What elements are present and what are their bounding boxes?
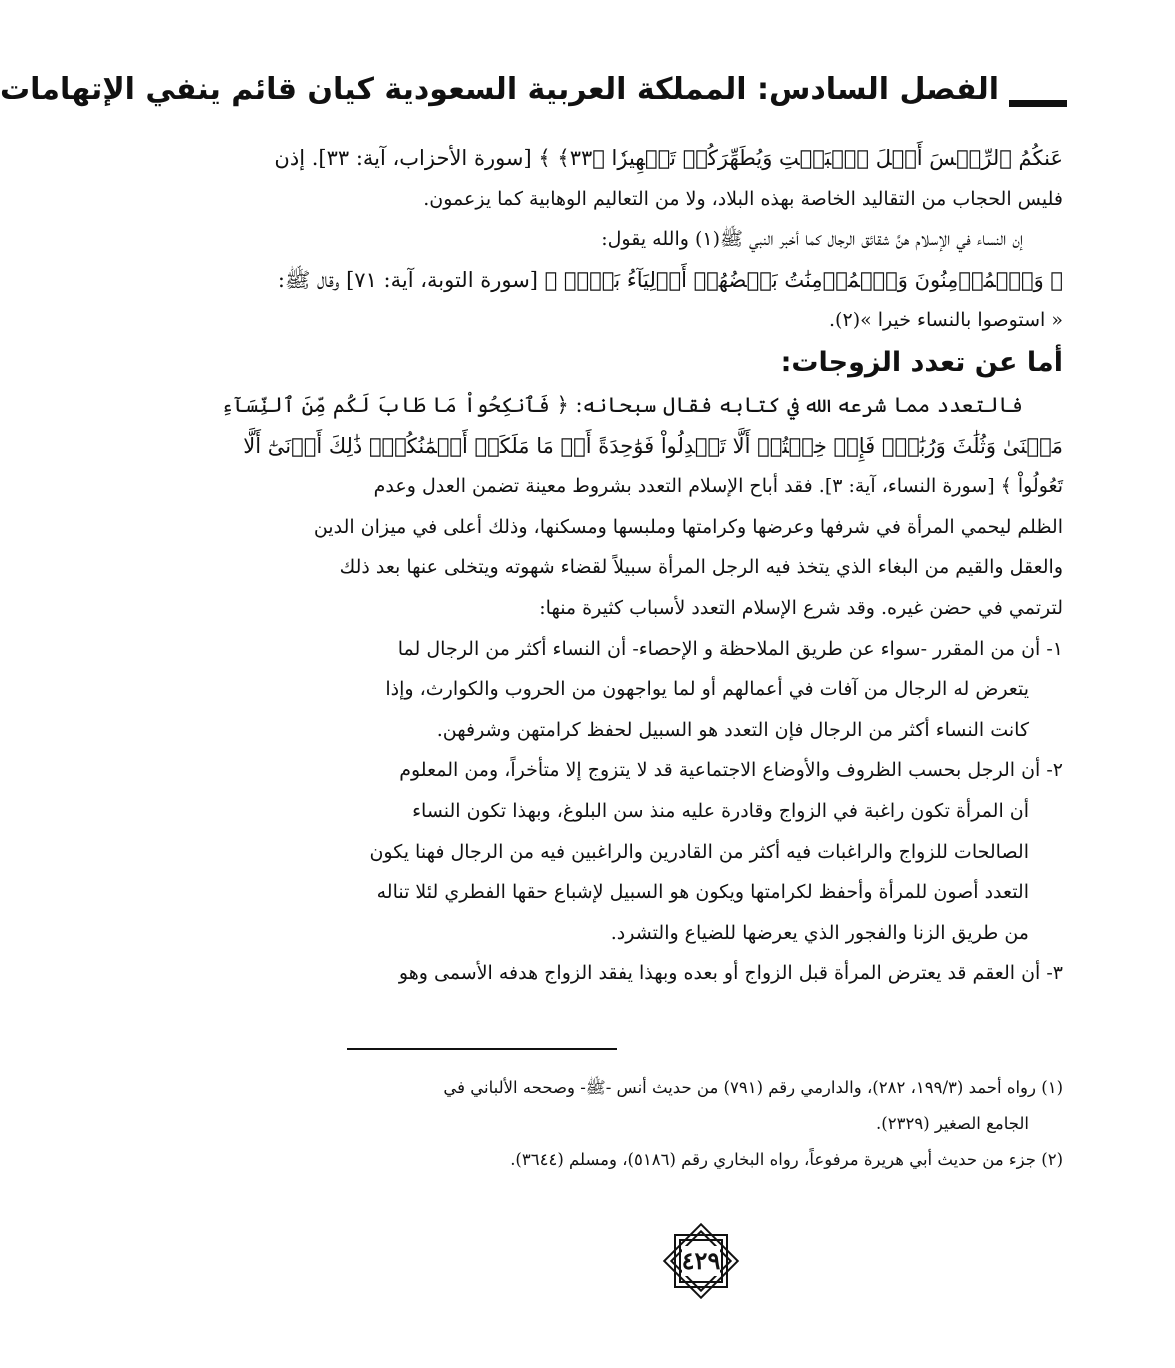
page-number-ornament [656, 1216, 746, 1306]
list-item-line: التعدد أصون للمرأة وأحفظ لكرامتها ويكون هو السبيل لإشباع حقها الفطري لئلا تناله [376, 881, 1029, 904]
text-line: فالتعدد مما شرعه الله في كتابه فقال سبحانه: ﴿ فَٱنكِحُواْ مَا طَابَ لَكُم مِّنَ ٱلنِّسَآءِ [221, 392, 1023, 417]
list-item-line: ١- أن من المقرر -سواء عن طريق الملاحظة و الإحصاء- أن النساء أكثر من الرجال لما [397, 637, 1063, 660]
text-line: ﴿ وَٱلۡمُؤۡمِنُونَ وَٱلۡمُؤۡمِنَٰتُ بَعۡضُهُمۡ أَوۡلِيَآءُ بَعۡضٖ ﴾ [سورة التوبة، آية: ٧١] وقال ﷺ: [277, 267, 1063, 292]
list-item-line: أن المرأة تكون راغبة في الزواج وقادرة عليه منذ سن البلوغ، وبهذا تكون النساء [412, 799, 1029, 822]
text-line: مَثۡنَىٰ وَثُلَٰثَ وَرُبَٰعَۖ فَإِنۡ خِفۡتُمۡ أَلَّا تَعۡدِلُواْ فَوَٰحِدَةً أَوۡ مَا مَلَكَتۡ أَيۡمَٰنُكُمۡۚ ذَٰلِكَ أَدۡنَىٰٓ أَلَّا [243, 433, 1063, 458]
running-header [0, 66, 1067, 116]
list-item-line: من طريق الزنا والفجور الذي يعرضها للضياع والتشرد. [610, 921, 1029, 944]
section-heading: أما عن تعدد الزوجات: [780, 346, 1063, 378]
footnote: (١) رواه أحمد (١٩٩/٣، ٢٨٢)، والدارمي رقم (٧٩١) من حديث أنس -ﷺ- وصححه الألباني في [443, 1078, 1063, 1097]
text-line: لترتمي في حضن غيره. وقد شرع الإسلام التعدد لأسباب كثيرة منها: [539, 596, 1063, 619]
text-line: الظلم ليحمي المرأة في شرفها وعرضها وكرامتها وملبسها ومسكنها، وذلك أعلى في ميزان الدين [313, 515, 1063, 538]
footnote-separator [347, 1048, 617, 1050]
header-rule [1009, 100, 1067, 107]
list-item-line: ٣- أن العقم قد يعترض المرأة قبل الزواج أو بعده وبهذا يفقد الزواج هدفه الأسمى وهو [398, 962, 1063, 985]
list-item-line: ٢- أن الرجل بحسب الظروف والأوضاع الاجتماعية قد لا يتزوج إلا متأخراً، ومن المعلوم [399, 759, 1063, 782]
text-line: تَعُولُواْ ﴾ [سورة النساء، آية: ٣]. فقد أباح الإسلام التعدد بشروط معينة تضمن العدل وعدم [373, 475, 1063, 498]
text-line: « استوصوا بالنساء خيرا »(٢). [829, 309, 1063, 332]
footnotes [347, 1070, 1063, 1178]
list-item-line: يتعرض له الرجال من آفات في أعمالهم أو لما يواجهون من الحروب والكوارث، وإذا [385, 678, 1029, 701]
text-line: فليس الحجاب من التقاليد الخاصة بهذه البلاد، ولا من التعاليم الوهابية كما يزعمون. [423, 187, 1063, 210]
chapter-title: الفصل السادس: المملكة العربية السعودية كيان قائم ينفي الإتهامات [0, 72, 999, 107]
text-line: والعقل والقيم من البغاء الذي يتخذ فيه الرجل المرأة سبيلاً لقضاء شهوته ويتخلى عنها بعد ذلك [339, 556, 1063, 579]
text-line: إن النساء في الإسلام هنَّ شقائق الرجال كما أخبر النبي ﷺ(١) والله يقول: [601, 228, 1023, 251]
list-item-line: كانت النساء أكثر من الرجال فإن التعدد هو السبيل لحفظ كرامتهن وشرفهن. [436, 718, 1029, 741]
footnote-continuation: الجامع الصغير (٢٣٢٩). [876, 1114, 1029, 1133]
footnote: (٢) جزء من حديث أبي هريرة مرفوعاً، رواه البخاري رقم (٥١٨٦)، ومسلم (٣٦٤٤). [510, 1150, 1063, 1169]
page-number: ٤٢٩ [681, 1246, 721, 1275]
text-line: عَنكُمُ ٱلرِّجۡسَ أَهۡلَ ٱلۡبَيۡتِ وَيُطَهِّرَكُمۡ تَطۡهِيرٗا ﴿٣٣﴾ ﴾ [سورة الأحزاب، آية: ٣٣]. إذن [274, 146, 1063, 170]
list-item-line: الصالحات للزواج والراغبات فيه أكثر من القادرين والراغبين فيه من الرجال فهنا يكون [369, 840, 1029, 863]
main-text [221, 138, 1063, 994]
